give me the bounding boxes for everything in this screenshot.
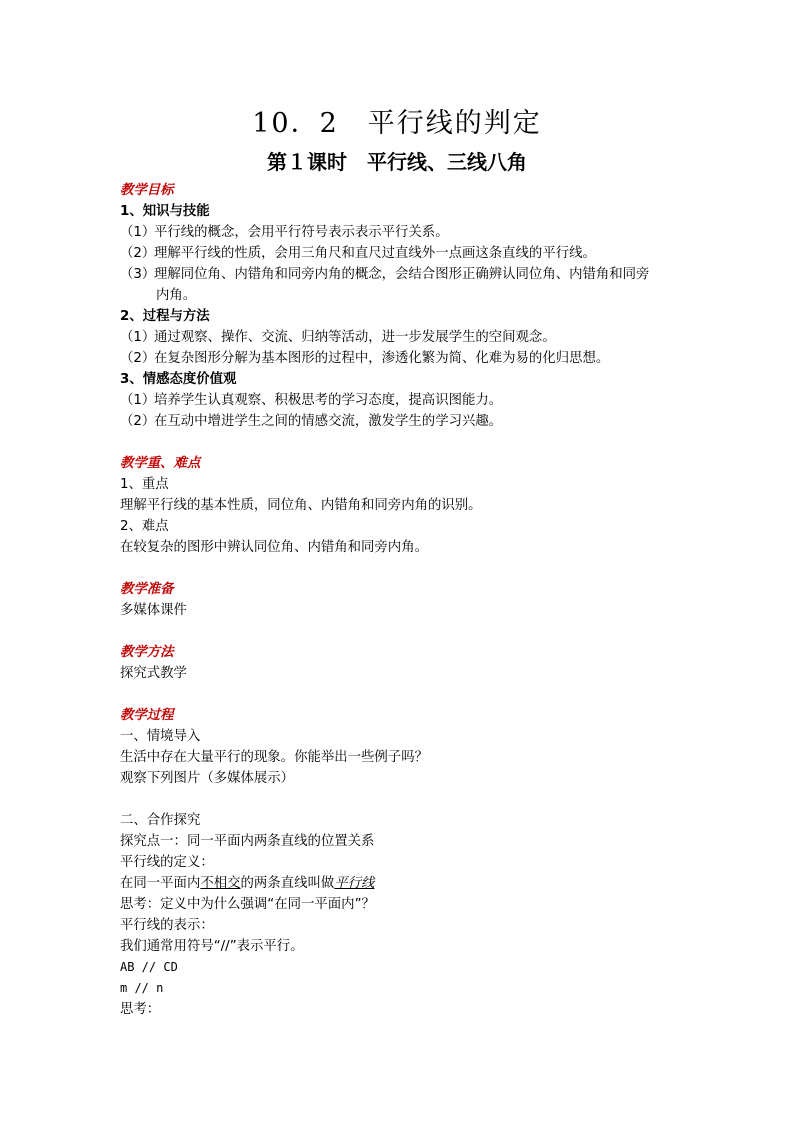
- paragraph: 我们通常用符号“//”表示平行。: [120, 939, 304, 954]
- paragraph: 探究点一：同一平面内两条直线的位置关系: [120, 834, 375, 849]
- method-text: 探究式教学: [120, 666, 187, 681]
- notation-example: m // n: [120, 981, 164, 995]
- process-method-heading: 2、过程与方法: [120, 309, 210, 324]
- paragraph: 思考：定义中为什么强调“在同一平面内”？: [120, 897, 375, 912]
- difficulty-text: 在较复杂的图形中辨认同位角、内错角和同旁内角。: [120, 540, 428, 555]
- paragraph: 思考：: [120, 1002, 161, 1017]
- item-text: 理解平行线的性质，会用三角尺和直尺过直线外一点画这条直线的平行线。: [154, 246, 596, 261]
- attitude-heading: 3、情感态度价值观: [120, 372, 237, 387]
- list-item: [120, 390, 700, 411]
- paragraph: 平行线的表示：: [120, 918, 214, 933]
- definition-term: 平行线: [334, 876, 375, 891]
- preparation-heading: 教学准备: [120, 581, 174, 597]
- list-item: [120, 264, 700, 285]
- section-title: 二、合作探究: [120, 813, 201, 828]
- item-number: （2）: [120, 414, 156, 429]
- notation-example: AB // CD: [120, 960, 178, 974]
- item-number: （1）: [120, 393, 156, 408]
- definition-part: 在同一平面内: [120, 876, 201, 891]
- list-item-continuation: 内角。: [156, 288, 197, 303]
- list-item: [120, 411, 700, 432]
- definition-emphasis: 不相交: [200, 876, 241, 891]
- item-number: （2）: [120, 351, 156, 366]
- item-number: （3）: [120, 267, 156, 282]
- paragraph: 平行线的定义：: [120, 855, 214, 870]
- paragraph: 生活中存在大量平行的现象。你能举出一些例子吗？: [120, 750, 428, 765]
- lesson-subtitle: 第１课时 平行线、三线八角: [267, 150, 527, 174]
- item-number: （2）: [120, 246, 156, 261]
- spacer: [120, 621, 700, 642]
- document-title: 10．2 平行线的判定: [252, 108, 542, 139]
- item-text: 在互动中增进学生之间的情感交流，激发学生的学习兴趣。: [154, 414, 503, 429]
- list-item: [120, 348, 700, 369]
- spacer: [120, 558, 700, 579]
- item-text: 在复杂图形分解为基本图形的过程中，渗透化繁为简、化难为易的化归思想。: [154, 351, 610, 366]
- list-item: [120, 327, 700, 348]
- document-body: [120, 180, 700, 1020]
- item-number: （1）: [120, 225, 156, 240]
- item-text: 平行线的概念，会用平行符号表示表示平行关系。: [154, 225, 449, 240]
- teaching-process-heading: 教学过程: [120, 707, 174, 723]
- knowledge-heading: 1、知识与技能: [120, 204, 210, 219]
- item-text: 培养学生认真观察、积极思考的学习态度，提高识图能力。: [154, 393, 503, 408]
- definition-part: 的两条直线叫做: [240, 876, 335, 891]
- definition-line: [120, 873, 700, 894]
- list-item: [120, 243, 700, 264]
- paragraph: 观察下列图片（多媒体展示）: [120, 771, 295, 786]
- method-heading: 教学方法: [120, 644, 174, 660]
- item-text: 通过观察、操作、交流、归纳等活动，进一步发展学生的空间观念。: [154, 330, 556, 345]
- difficulty-label: 2、难点: [120, 519, 169, 534]
- list-item: [120, 222, 700, 243]
- spacer: [120, 432, 700, 453]
- key-point-text: 理解平行线的基本性质，同位角、内错角和同旁内角的识别。: [120, 498, 482, 513]
- item-text: 理解同位角、内错角和同旁内角的概念，会结合图形正确辨认同位角、内错角和同旁: [154, 267, 650, 282]
- spacer: [120, 789, 700, 810]
- preparation-text: 多媒体课件: [120, 603, 187, 618]
- section-title: 一、情境导入: [120, 729, 201, 744]
- objectives-heading: 教学目标: [120, 182, 174, 198]
- keypoints-heading: 教学重、难点: [120, 455, 201, 471]
- spacer: [120, 684, 700, 705]
- item-number: （1）: [120, 330, 156, 345]
- key-point-label: 1、重点: [120, 477, 169, 492]
